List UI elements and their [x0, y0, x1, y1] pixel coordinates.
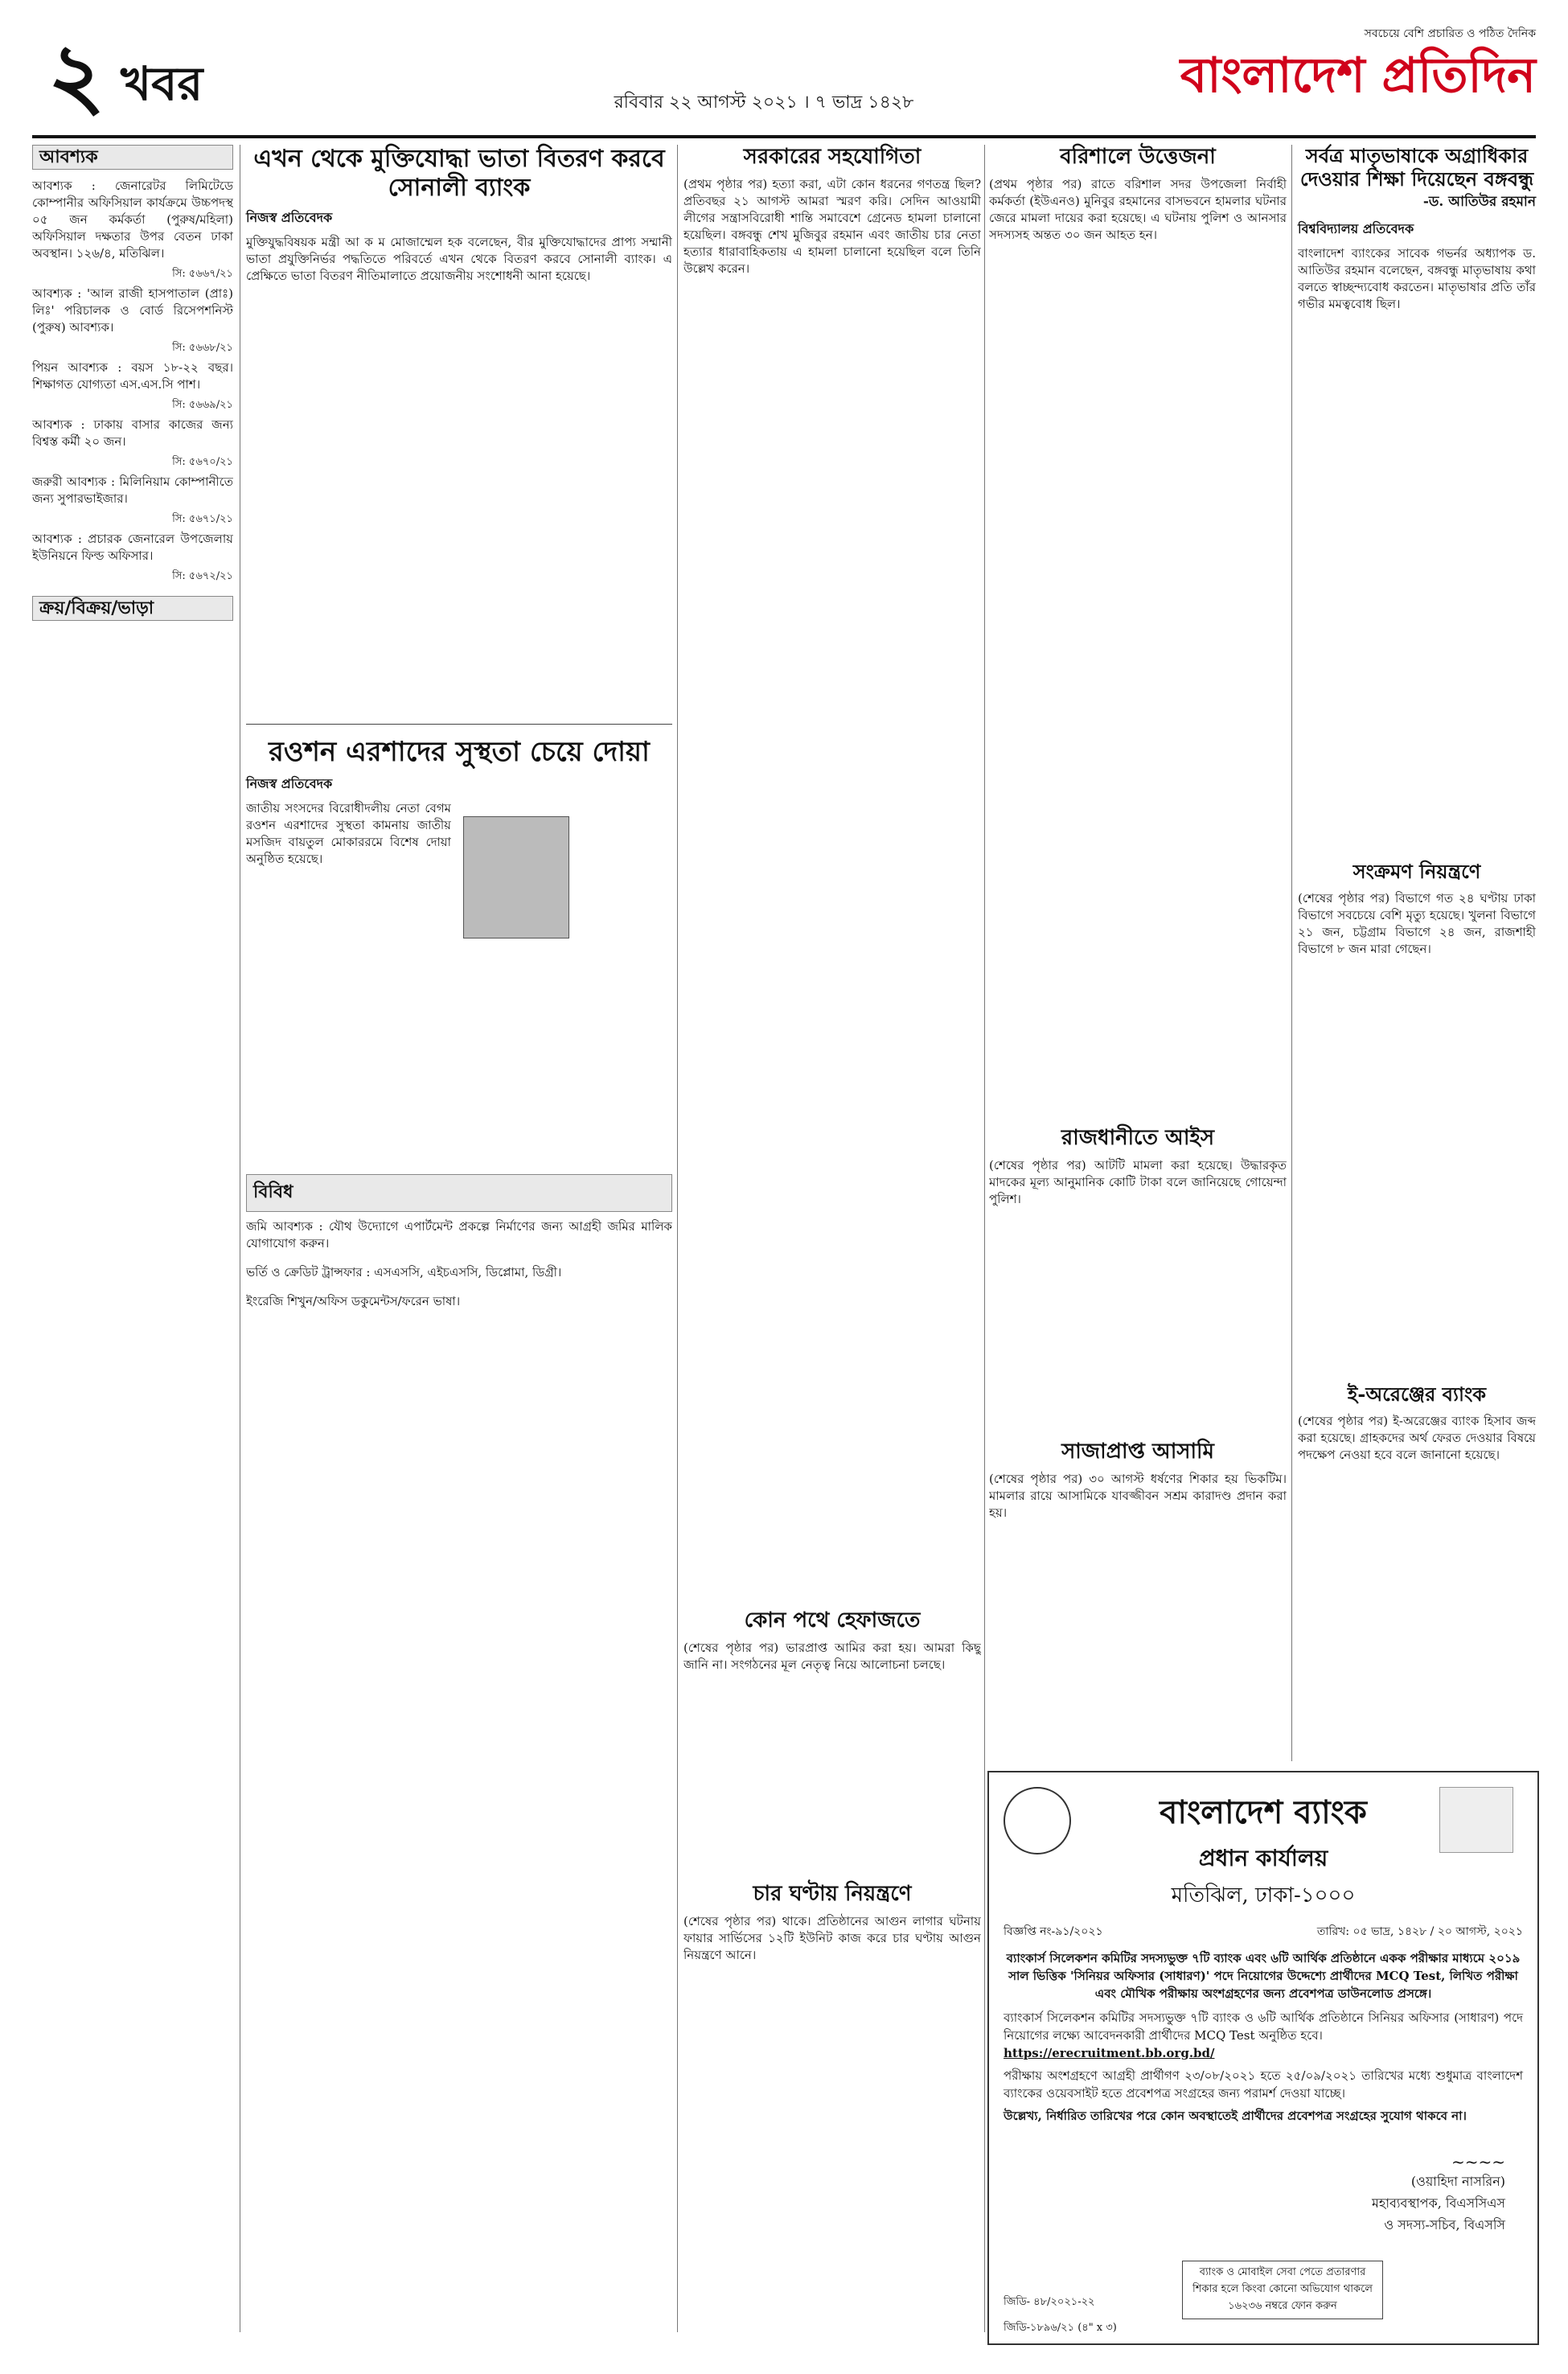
article-roushan-ershad	[246, 736, 672, 1202]
byline: বিশ্ববিদ্যালয় প্রতিবেদক	[1298, 220, 1414, 236]
article-ice	[989, 1126, 1287, 1423]
paper-tagline: সবচেয়ে বেশি প্রচারিত ও পঠিত দৈনিক	[1364, 27, 1536, 40]
ad-size-note: জিডি-১৮৯৬/২১ (৪" x ৩)	[1004, 2322, 1117, 2334]
helpline-box: ব্যাংক ও মোবাইল সেবা পেতে প্রতারণার শিকার হলে কিংবা কোনো অভিযোগ থাকলে ১৬২৩৬ নম্বরে ফোন করুন	[1182, 2261, 1383, 2319]
masthead	[1142, 24, 1536, 137]
signatory-name: (ওয়াহিদা নাসরিন)	[1410, 2174, 1505, 2189]
headline: সর্বত্র মাতৃভাষাকে অগ্রাধিকার দেওয়ার শিক্ষা দিয়েছেন বঙ্গবন্ধু	[1299, 144, 1534, 191]
headline: সাজাপ্রাপ্ত আসামি	[1061, 1440, 1214, 1464]
classified-code: সি: ৫৬৬৭/২১	[172, 268, 233, 280]
classified-ad: জরুরী আবশ্যক : মিলিনিয়াম কোম্পানীতে জন্য সুপারভাইজার।	[32, 474, 233, 506]
notice-heading: ব্যাংকার্স সিলেকশন কমিটির সদস্যভুক্ত ৭টি ব্যাংক এবং ৬টি আর্থিক প্রতিষ্ঠানে একক পরীক্ষার মাধ্যমে ২০১৯ সাল ভিত্তিক 'সিনিয়র অফিসার (সাধারণ)' পদে নিয়োগের উদ্দেশ্যে প্রার্থীদের MCQ Test, লিখিত পরীক্ষা এবং মৌখিক পরীক্ষায় অংশগ্রহণের জন্য প্রবেশপত্র ডাউনলোড প্রসঙ্গে।	[1006, 1951, 1521, 2001]
signature: ~~~~	[1451, 2152, 1505, 2171]
column-divider	[677, 145, 678, 2332]
column-divider	[984, 145, 985, 2332]
byline: নিজস্ব প্রতিবেদক	[246, 775, 333, 791]
article-body: মুক্তিযুদ্ধবিষয়ক মন্ত্রী আ ক ম মোজাম্মেল হক বলেছেন, বীর মুক্তিযোদ্ধাদের প্রাপ্য সম্মানী ভাতা প্রযুক্তিনির্ভর পদ্ধতিতে পরিবর্তে এখন থেকে বিতরণ করবে সোনালী ব্যাংক। এ প্রেক্ষিতে ভাতা বিতরণ নীতিমালাতে প্রয়োজনীয় সংশোধনী আনা হয়েছে।	[246, 235, 672, 283]
classified-code: সি: ৫৬৭২/২১	[172, 570, 233, 582]
article-body: (প্রথম পৃষ্ঠার পর) হত্যা করা, এটা কোন ধরনের গণতন্ত্র ছিল? প্রতিবছর ২১ আগস্ট আমরা স্মরণ করি। সেদিন আওয়ামী লীগের সন্ত্রাসবিরোধী শান্তি সমাবেশে গ্রেনেড হামলা চালানো হয়েছিল। বঙ্গবন্ধু শেখ মুজিবুর রহমান এবং জাতীয় চার নেতা হত্যার ধারাবাহিকতায় এ হামলা চালানো হয়েছিল বলে তিনি উল্লেখ করেন।	[683, 177, 981, 277]
byline: নিজস্ব প্রতিবেদক	[246, 210, 333, 225]
classified-ad: আবশ্যক : 'আল রাজী হাসপাতাল (প্রাঃ) লিঃ' পরিচালক ও বোর্ড রিসেপশনিস্ট (পুরুষ) আবশ্যক।	[32, 286, 233, 335]
article-body: জাতীয় সংসদের বিরোধীদলীয় নেতা বেগম রওশন এরশাদের সুস্থতা কামনায় জাতীয় মসজিদ বায়তুল মোকাররমে বিশেষ দোয়া অনুষ্ঠিত হয়েছে।	[246, 800, 451, 866]
article-eorange	[1298, 1383, 1536, 1767]
misc-line: ভর্তি ও ক্রেডিট ট্রান্সফার : এসএসসি, এইচএসসি, ডিপ্লোমা, ডিগ্রী।	[246, 1265, 562, 1279]
paper-name: বাংলাদেশ প্রতিদিন	[1180, 47, 1536, 104]
wanted-title: আবশ্যক	[32, 145, 233, 170]
article-convict	[989, 1440, 1287, 1744]
article-fire	[683, 1882, 981, 2315]
article-mother-tongue	[1298, 145, 1536, 744]
classifieds-column	[32, 145, 233, 2332]
misc-line: ইংরেজি শিখুন/অফিস ডকুমেন্টস/ফরেন ভাষা।	[246, 1294, 461, 1308]
ad-subtitle: প্রধান কার্যালয়	[1198, 1845, 1328, 1871]
headline: রওশন এরশাদের সুস্থতা চেয়ে দোয়া	[269, 736, 650, 768]
headline: সরকারের সহযোগিতা	[743, 145, 922, 169]
article-infection	[1298, 860, 1536, 1357]
headline: সংক্রমণ নিয়ন্ত্রণে	[1353, 860, 1481, 883]
misc-box	[246, 1174, 672, 1322]
article-body: বাংলাদেশ ব্যাংকের সাবেক গভর্নর অধ্যাপক ড. আতিউর রহমান বলেছেন, বঙ্গবন্ধু মাতৃভাষায় কথা বলতে স্বাচ্ছন্দ্যবোধ করতেন। মাতৃভাষার প্রতি তাঁর গভীর মমত্ববোধ ছিল।	[1298, 245, 1536, 311]
bank-logo-icon	[1004, 1787, 1071, 1854]
dateline: রবিবার ২২ আগস্ট ২০২১ । ৭ ভাদ্র ১৪২৮	[614, 92, 914, 113]
notice-body: পরীক্ষায় অংশগ্রহণে আগ্রহী প্রার্থীগণ ২৩/০৮/২০২১ হতে ২৫/০৯/২০২১ তারিখের মধ্যে শুধুমাত্র বাংলাদেশ ব্যাংকের ওয়েবসাইট হতে প্রবেশপত্র সংগ্রহের জন্য পরামর্শ দেওয়া যাচ্ছে।	[1004, 2068, 1523, 2101]
notice-number: বিজ্ঞপ্তি নং-৯১/২০২১	[1004, 1925, 1103, 1938]
footer-gd: জিডি- ৪৮/২০২১-২২	[1004, 2296, 1095, 2308]
signatory-title: মহাব্যবস্থাপক, বিএসসিএস	[1372, 2195, 1505, 2211]
headline: চার ঘণ্টায় নিয়ন্ত্রণে	[753, 1882, 912, 1906]
article-body: (শেষের পৃষ্ঠার পর) ভারপ্রাপ্ত আমির করা হয়। আমরা কিছু জানি না। সংগঠনের মূল নেতৃত্ব নিয়ে আলোচনা চলছে।	[683, 1641, 981, 1673]
classified-code: সি: ৫৬৬৯/২১	[172, 399, 233, 411]
article-body: (শেষের পৃষ্ঠার পর) ই-অরেঞ্জের ব্যাংক হিসাব জব্দ করা হয়েছে। গ্রাহকদের অর্থ ফেরত দেওয়ার বিষয়ে পদক্ষেপ নেওয়া হবে বলে জানানো হয়েছে।	[1298, 1413, 1536, 1462]
headline: রাজধানীতে আইস	[1061, 1126, 1215, 1150]
ad-address: মতিঝিল, ঢাকা-১০০০	[1171, 1883, 1356, 1908]
column-divider	[1291, 145, 1292, 1761]
notice-body: ব্যাংকার্স সিলেকশন কমিটির সদস্যভুক্ত ৭টি ব্যাংক ও ৬টি আর্থিক প্রতিষ্ঠানে সিনিয়র অফিসার (সাধারণ) পদে নিয়োগের লক্ষ্যে আবেদনকারী প্রার্থীদের MCQ Test অনুষ্ঠিত হবে।	[1004, 2011, 1523, 2043]
portrait-photo	[463, 816, 569, 939]
headline: ই-অরেঞ্জের ব্যাংক	[1347, 1382, 1487, 1406]
divider	[246, 724, 672, 725]
classified-code: সি: ৫৬৭০/২১	[172, 456, 233, 468]
classified-ad: পিয়ন আবশ্যক : বয়স ১৮-২২ বছর। শিক্ষাগত যোগ্যতা এস.এস.সি পাশ।	[32, 360, 233, 392]
buy-sell-title: ক্রয়/বিক্রয়/ভাড়া	[32, 596, 233, 621]
classified-ad: আবশ্যক : ঢাকায় বাসার কাজের জন্য বিশ্বস্ত কর্মী ২০ জন।	[32, 417, 233, 449]
article-body: (শেষের পৃষ্ঠার পর) বিভাগে গত ২৪ ঘণ্টায় ঢাকা বিভাগে সবচেয়ে বেশি মৃত্যু হয়েছে। খুলনা বিভাগে ২১ জন, চট্টগ্রাম বিভাগে ২৪ জন, রাজশাহী বিভাগে ৮ জন মারা গেছেন।	[1298, 890, 1536, 956]
misc-title: বিবিধ	[246, 1174, 672, 1212]
misc-line: জমি আবশ্যক : যৌথ উদ্যোগে এপার্টমেন্ট প্রকল্পে নির্মাণের জন্য আগ্রহী জমির মালিক যোগাযোগ করুন।	[246, 1219, 672, 1251]
article-body: (প্রথম পৃষ্ঠার পর) রাতে বরিশাল সদর উপজেলা নির্বাহী কর্মকর্তা (ইউএনও) মুনিবুর রহমানের বাসভবনে হামলার ঘটনার জেরে মামলা দায়ের করা হয়েছে। এ ঘটনায় পুলিশ ও আনসার সদস্যসহ অন্তত ৩০ জন আহত হন।	[989, 177, 1287, 243]
headline: বরিশালে উত্তেজনা	[1060, 145, 1216, 169]
signatory-role: ও সদস্য-সচিব, বিএসসি	[1384, 2217, 1505, 2232]
article-govt-cooperation	[683, 145, 981, 1624]
notice-note: উল্লেখ্য, নির্ধারিত তারিখের পরে কোন অবস্থাতেই প্রার্থীদের প্রবেশপত্র সংগ্রহের সুযোগ থাকবে না।	[1004, 2109, 1467, 2123]
article-body: (শেষের পৃষ্ঠার পর) ৩০ আগস্ট ধর্ষণের শিকার হয় ভিকটিম। মামলার রায়ে আসামিকে যাবজ্জীবন সশ্রম কারাদণ্ড প্রদান করা হয়।	[989, 1472, 1287, 1521]
article-barishal	[989, 145, 1287, 1061]
headline: কোন পথে হেফাজতে	[744, 1608, 921, 1633]
article-body: (শেষের পৃষ্ঠার পর) থাকে। প্রতিষ্ঠানের আগুন লাগার ঘটনায় ফায়ার সার্ভিসের ১২টি ইউনিট কাজ করে চার ঘণ্টায় আগুন নিয়ন্ত্রণে আনে।	[683, 1914, 981, 1963]
classified-ad: আবশ্যক : প্রচারক জেনারেল উপজেলায় ইউনিয়নে ফিল্ড অফিসার।	[32, 532, 233, 563]
page-number: ২	[47, 23, 105, 127]
article-body: (শেষের পৃষ্ঠার পর) আটটি মামলা করা হয়েছে। উদ্ধারকৃত মাদকের মূল্য আনুমানিক কোটি টাকা বলে জানিয়েছে গোয়েন্দা পুলিশ।	[989, 1158, 1287, 1207]
header-rule	[32, 135, 1536, 138]
notice-url[interactable]: https://erecruitment.bb.org.bd/	[1004, 2046, 1215, 2060]
headline: এখন থেকে মুক্তিযোদ্ধা ভাতা বিতরণ করবে সোনালী ব্যাংক	[253, 145, 665, 202]
notice-date: তারিখ: ০৫ ভাদ্র, ১৪২৮ / ২০ আগস্ট, ২০২১	[1316, 1925, 1523, 1938]
quote-attribution: -ড. আতিউর রহমান	[1422, 193, 1536, 210]
classified-code: সি: ৫৬৭১/২১	[172, 513, 233, 525]
bank-notice-ad	[987, 1771, 1539, 2345]
classified-ad: আবশ্যক : জেনারেটর লিমিটেডে কোম্পানীর অফিসিয়াল কার্যক্রমে উচ্চপদস্থ ০৫ জন কর্মকর্তা (পুরুষ/মহিলা) অফিসিয়াল দক্ষতার উপর বেতন ঢাকা অবস্থান। ১২৬/৪, মতিঝিল।	[32, 179, 233, 261]
section-title: খবর	[121, 56, 203, 111]
committee-logo-icon	[1439, 1787, 1513, 1853]
article-bank-allowance	[246, 145, 672, 620]
article-hefazat	[683, 1608, 981, 1865]
ad-title: বাংলাদেশ ব্যাংক	[1160, 1793, 1367, 1831]
classified-code: সি: ৫৬৬৮/২১	[172, 342, 233, 354]
